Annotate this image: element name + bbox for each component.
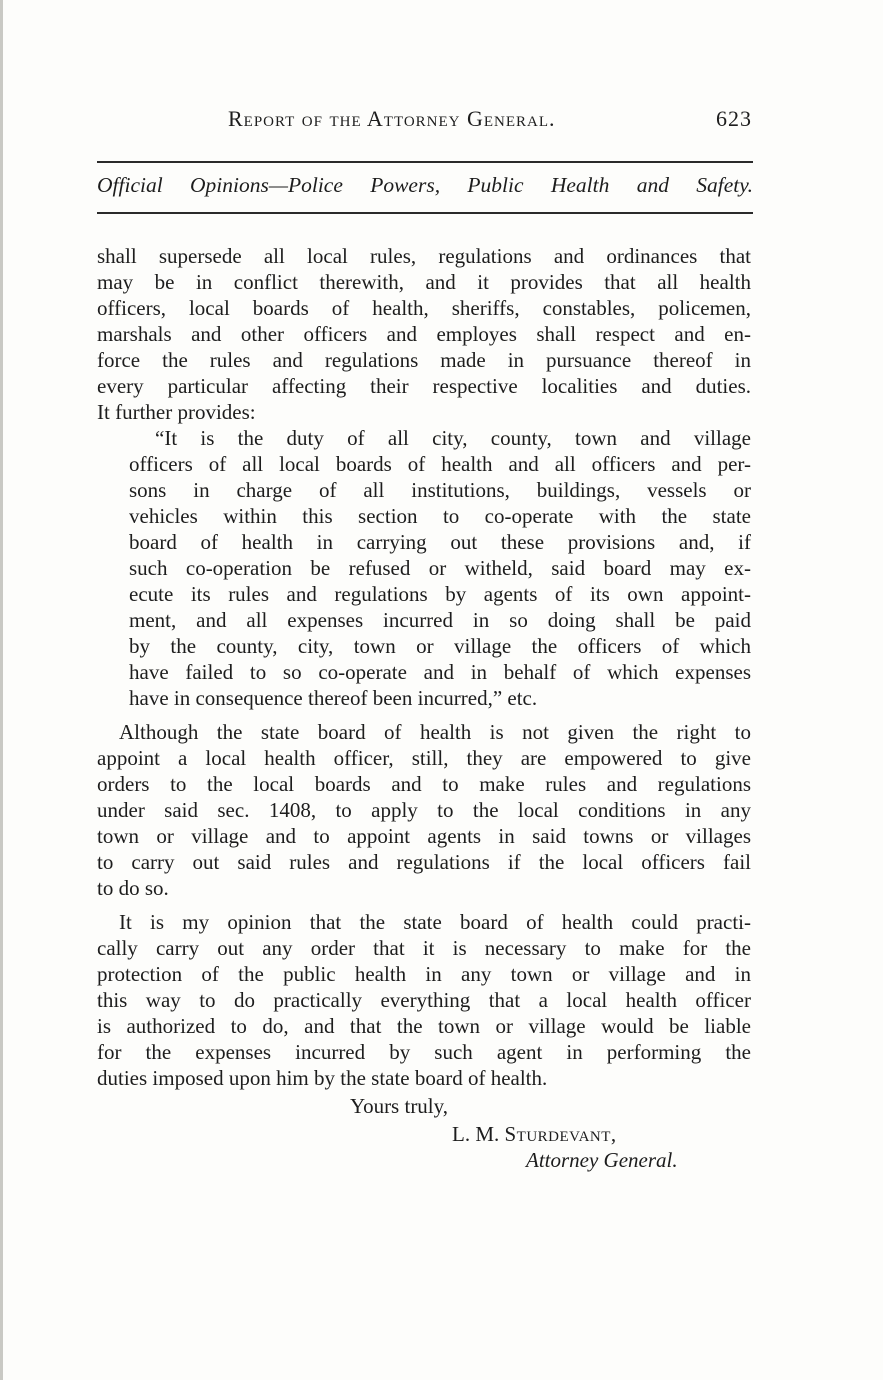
signer-office: Attorney General. bbox=[526, 1148, 678, 1172]
header-rule-bottom bbox=[97, 212, 753, 214]
text-line: force the rules and regulations made in pursuance thereof in bbox=[97, 348, 751, 372]
signer-surname: Sturdevant, bbox=[504, 1122, 617, 1146]
text-line: marshals and other officers and employes shall respect and en- bbox=[97, 322, 751, 346]
running-title: Report of the Attorney General. bbox=[228, 106, 556, 131]
text-line: Although the state board of health is not given the right to bbox=[119, 720, 751, 744]
closing-salutation: Yours truly, bbox=[350, 1094, 449, 1118]
header-rule-top bbox=[97, 161, 753, 163]
quote-line: by the county, city, town or village the officers of which bbox=[129, 634, 751, 658]
quote-line: have failed to so co-operate and in behalf of which expenses bbox=[129, 660, 751, 684]
quote-line: have in consequence thereof been incurred,” etc. bbox=[129, 686, 538, 710]
page-edge bbox=[0, 0, 3, 1380]
text-line: under said sec. 1408, to apply to the local conditions in any bbox=[97, 798, 751, 822]
quote-line: ecute its rules and regulations by agents of its own appoint- bbox=[129, 582, 751, 606]
text-line: to do so. bbox=[97, 876, 169, 900]
paragraph-state-board-authority bbox=[97, 719, 751, 901]
section-title: Official Opinions—Police Powers, Public Health and Safety. bbox=[97, 173, 753, 197]
quote-line: “It is the duty of all city, county, town and village bbox=[155, 426, 751, 450]
text-line: town or village and to appoint agents in said towns or villages bbox=[97, 824, 751, 848]
quote-line: ment, and all expenses incurred in so doing shall be paid bbox=[129, 608, 751, 632]
signer-name bbox=[452, 1122, 617, 1147]
text-line: for the expenses incurred by such agent in performing the bbox=[97, 1040, 751, 1064]
text-line: cally carry out any order that it is necessary to make for the bbox=[97, 936, 751, 960]
running-header bbox=[100, 106, 752, 140]
body-text bbox=[97, 243, 751, 1091]
signer-initials: L. M. bbox=[452, 1122, 500, 1146]
text-line: It is my opinion that the state board of health could practi- bbox=[119, 910, 751, 934]
page-number: 623 bbox=[716, 106, 752, 131]
text-line: duties imposed upon him by the state board of health. bbox=[97, 1066, 548, 1090]
block-quote bbox=[129, 425, 751, 711]
text-line: orders to the local boards and to make rules and regulations bbox=[97, 772, 751, 796]
text-line: may be in conflict therewith, and it provides that all health bbox=[97, 270, 751, 294]
quote-line: such co-operation be refused or witheld, said board may ex- bbox=[129, 556, 751, 580]
text-line: appoint a local health officer, still, they are empowered to give bbox=[97, 746, 751, 770]
text-line: protection of the public health in any town or village and in bbox=[97, 962, 751, 986]
paragraph-opinion bbox=[97, 909, 751, 1091]
intro-paragraph bbox=[97, 243, 751, 425]
quote-line: sons in charge of all institutions, buildings, vessels or bbox=[129, 478, 751, 502]
quote-line: vehicles within this section to co-operate with the state bbox=[129, 504, 751, 528]
quote-line: officers of all local boards of health and all officers and per- bbox=[129, 452, 751, 476]
text-line: shall supersede all local rules, regulations and ordinances that bbox=[97, 244, 751, 268]
text-line: every particular affecting their respective localities and duties. bbox=[97, 374, 751, 398]
text-line: officers, local boards of health, sheriffs, constables, policemen, bbox=[97, 296, 751, 320]
text-line: this way to do practically everything that a local health officer bbox=[97, 988, 751, 1012]
text-line: is authorized to do, and that the town or village would be liable bbox=[97, 1014, 751, 1038]
quote-line: board of health in carrying out these provisions and, if bbox=[129, 530, 751, 554]
text-line: to carry out said rules and regulations if the local officers fail bbox=[97, 850, 751, 874]
text-line: It further provides: bbox=[97, 400, 256, 424]
